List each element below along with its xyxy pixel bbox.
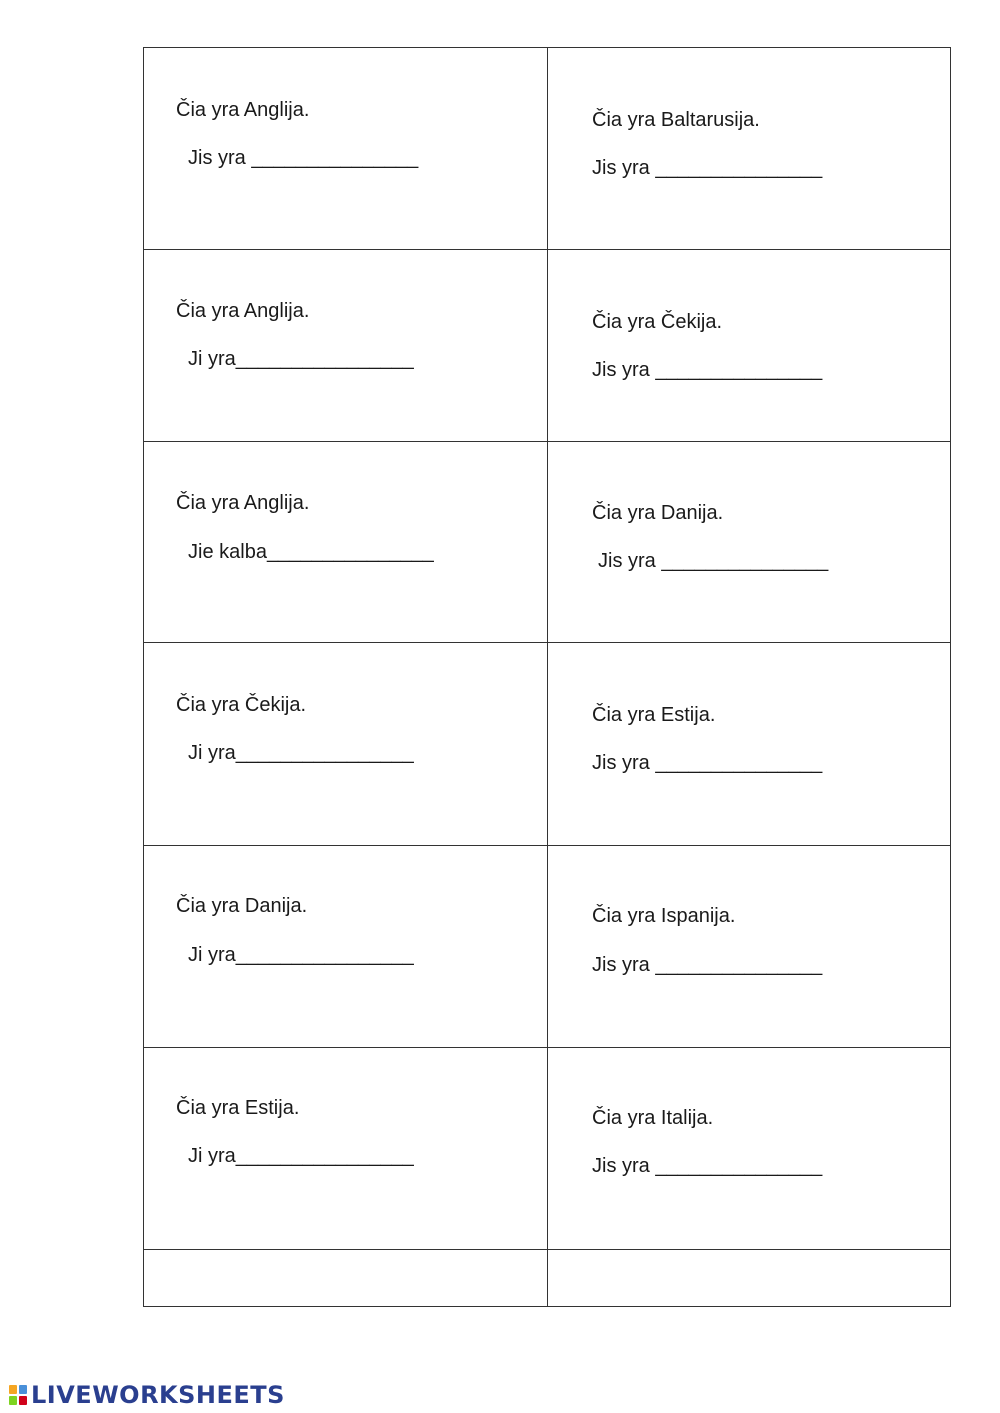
answer-blank[interactable]: _______________ <box>655 752 823 774</box>
answer-prompt: Jis yra <box>592 359 656 381</box>
answer-blank[interactable]: ________________ <box>235 944 414 966</box>
row-divider <box>144 441 950 442</box>
column-divider <box>547 48 548 1306</box>
answer-prompt: Jis yra <box>592 752 656 774</box>
card-answer-line <box>188 146 418 170</box>
answer-prompt: Ji yra <box>188 1145 236 1167</box>
card-question: Čia yra Anglija. <box>176 99 310 121</box>
answer-blank[interactable]: _______________ <box>251 147 419 169</box>
answer-prompt: Jis yra <box>592 954 656 976</box>
logo-square <box>9 1396 17 1405</box>
answer-blank[interactable]: ________________ <box>235 1145 414 1167</box>
card-question: Čia yra Italija. <box>592 1107 714 1129</box>
card-question: Čia yra Danija. <box>592 502 724 524</box>
card-question: Čia yra Baltarusija. <box>592 109 760 131</box>
card-question: Čia yra Anglija. <box>176 492 310 514</box>
card-answer-line <box>188 1144 414 1168</box>
logo-square <box>19 1385 27 1394</box>
row-divider <box>144 845 950 846</box>
card-answer-line <box>188 943 414 967</box>
card-answer-line <box>592 1154 822 1178</box>
card-answer-line <box>592 156 822 180</box>
answer-blank[interactable]: ________________ <box>235 348 414 370</box>
card-question: Čia yra Čekija. <box>592 311 723 333</box>
answer-blank[interactable]: _______________ <box>655 954 823 976</box>
row-divider <box>144 1047 950 1048</box>
answer-prompt: Jie kalba <box>188 541 267 563</box>
card-answer-line <box>592 358 822 382</box>
answer-blank[interactable]: _______________ <box>655 1155 823 1177</box>
answer-blank[interactable]: _______________ <box>266 541 434 563</box>
answer-prompt: Jis yra <box>598 550 662 572</box>
answer-prompt: Jis yra <box>592 1155 656 1177</box>
card-question: Čia yra Danija. <box>176 895 308 917</box>
row-divider <box>144 1249 950 1250</box>
row-divider <box>144 642 950 643</box>
liveworksheets-footer <box>9 1380 285 1410</box>
answer-blank[interactable]: ________________ <box>235 742 414 764</box>
answer-prompt: Jis yra <box>188 147 252 169</box>
answer-prompt: Ji yra <box>188 348 236 370</box>
card-question: Čia yra Ispanija. <box>592 905 736 927</box>
answer-prompt: Ji yra <box>188 742 236 764</box>
answer-blank[interactable]: _______________ <box>655 359 823 381</box>
liveworksheets-logo-text: LIVEWORKSHEETS <box>31 1381 285 1409</box>
row-divider <box>144 249 950 250</box>
logo-square <box>19 1396 27 1405</box>
card-question: Čia yra Anglija. <box>176 300 310 322</box>
card-question: Čia yra Estija. <box>176 1097 300 1119</box>
answer-prompt: Jis yra <box>592 157 656 179</box>
logo-square <box>9 1385 17 1394</box>
card-answer-line <box>188 741 414 765</box>
card-answer-line <box>188 540 434 564</box>
card-answer-line <box>188 347 414 371</box>
card-question: Čia yra Čekija. <box>176 694 307 716</box>
worksheet-table <box>143 47 951 1307</box>
card-answer-line <box>598 549 828 573</box>
card-answer-line <box>592 953 822 977</box>
answer-blank[interactable]: _______________ <box>655 157 823 179</box>
answer-prompt: Ji yra <box>188 944 236 966</box>
card-answer-line <box>592 751 822 775</box>
card-question: Čia yra Estija. <box>592 704 716 726</box>
answer-blank[interactable]: _______________ <box>661 550 829 572</box>
liveworksheets-logo-icon <box>9 1385 27 1405</box>
